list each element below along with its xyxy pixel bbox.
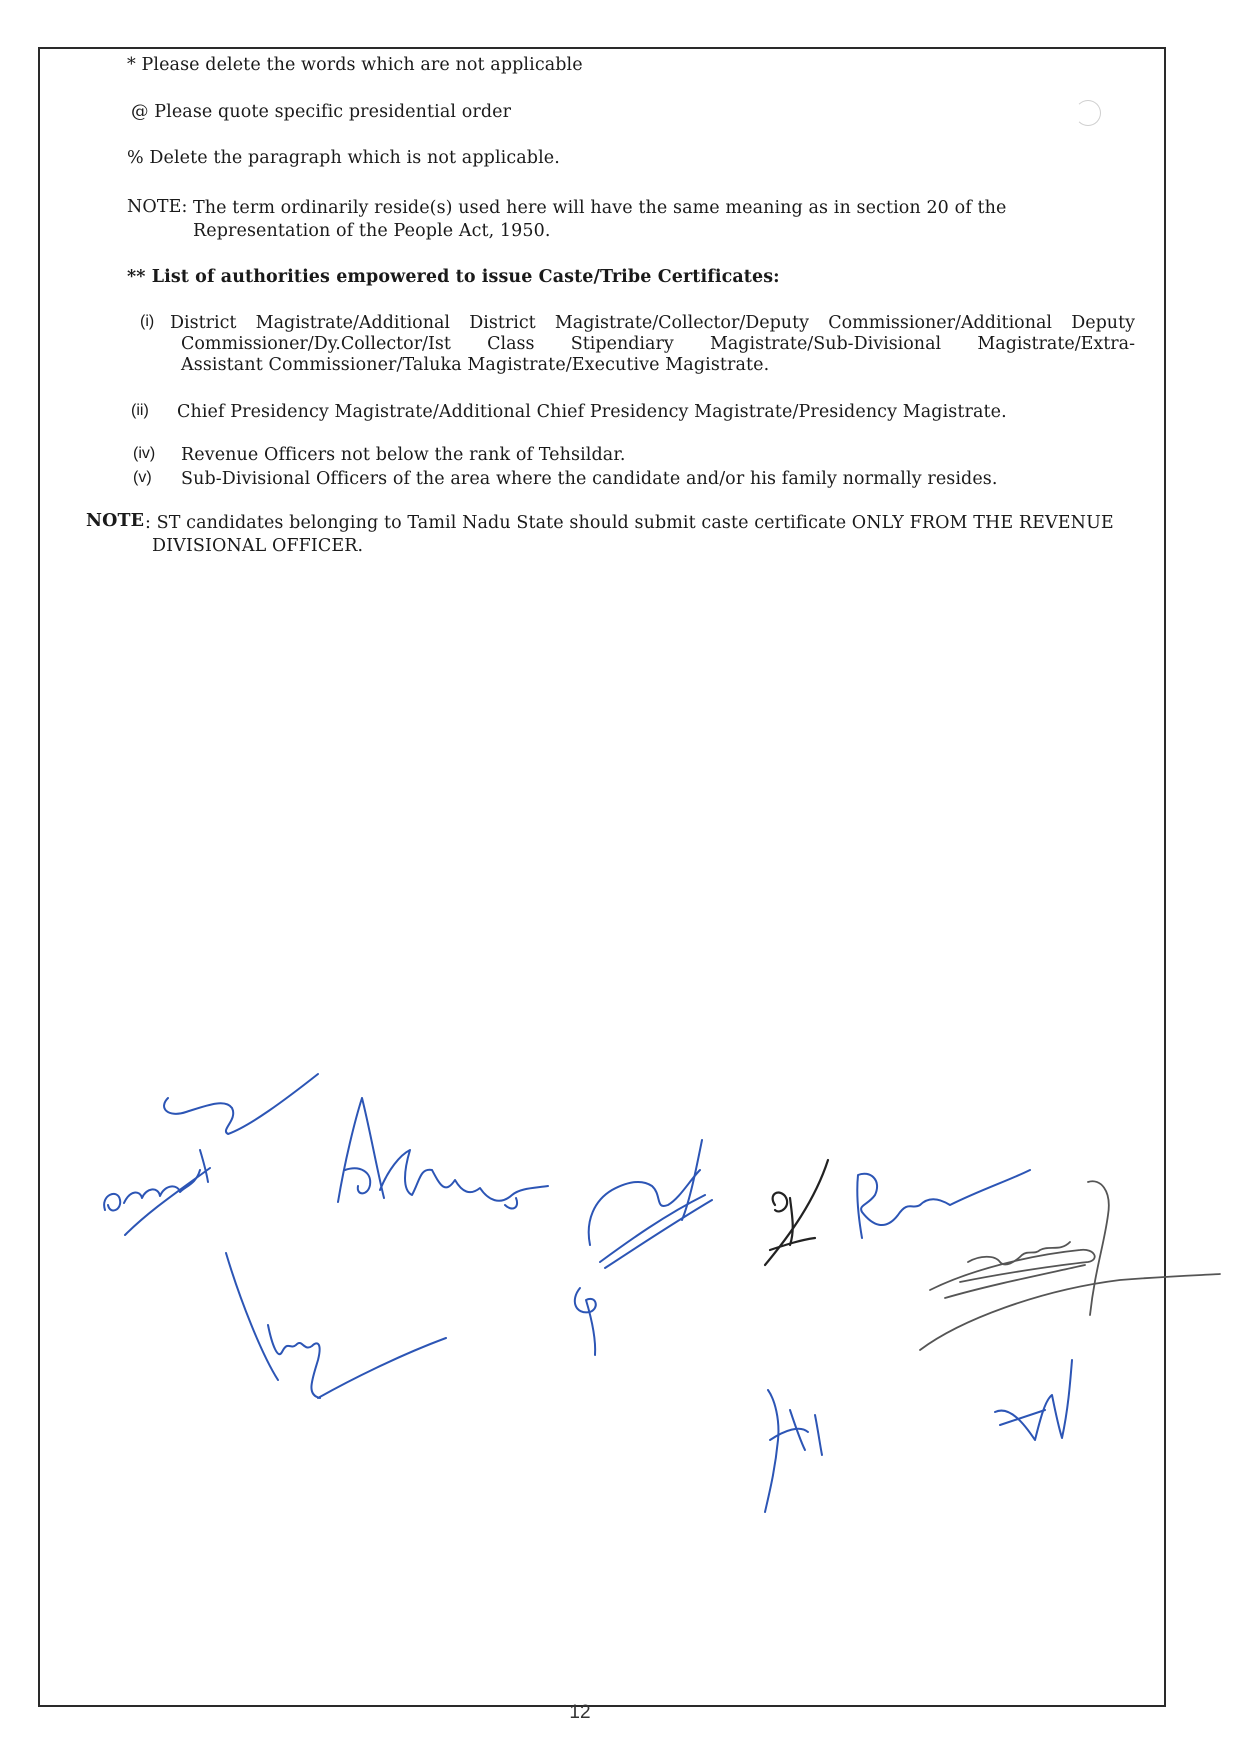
note-delete-paragraph: % Delete the paragraph which is not applicable.: [127, 148, 560, 168]
note-line-1: The term ordinarily reside(s) used here will have the same meaning as in section 20 of the: [193, 198, 1007, 218]
item-numeral-v: (v): [133, 469, 152, 486]
final-note-label: NOTE: [86, 511, 145, 531]
signature-8: [765, 1390, 822, 1512]
signature-4: [575, 1140, 712, 1355]
item-numeral-ii: (ii): [131, 402, 149, 419]
note-presidential-order: @ Please quote specific presidential order: [131, 102, 512, 122]
signature-6: [857, 1170, 1030, 1238]
signature-1: [104, 1074, 318, 1235]
item-i-line-3: Assistant Commissioner/Taluka Magistrate/Executive Magistrate.: [181, 355, 770, 375]
item-ii-text: Chief Presidency Magistrate/Additional Chief Presidency Magistrate/Presidency Magistrate.: [177, 402, 1007, 422]
signature-9: [995, 1360, 1072, 1440]
item-iv-text: Revenue Officers not below the rank of Tehsildar.: [181, 445, 626, 465]
item-numeral-iv: (iv): [133, 445, 156, 462]
signature-2: [338, 1098, 548, 1209]
item-v-text: Sub-Divisional Officers of the area where the candidate and/or his family normally resides.: [181, 469, 998, 489]
final-note-line-2: DIVISIONAL OFFICER.: [152, 536, 364, 556]
signature-5: [765, 1160, 828, 1265]
note-line-2: Representation of the People Act, 1950.: [193, 221, 551, 241]
final-note-line-1: : ST candidates belonging to Tamil Nadu State should submit caste certificate ONLY FROM THE REVENUE: [145, 513, 1114, 533]
signature-7: [920, 1181, 1220, 1350]
signature-3: [226, 1253, 446, 1398]
page-number: 12: [569, 1702, 591, 1723]
note-label: NOTE:: [127, 197, 188, 217]
item-numeral-i: (i): [140, 313, 155, 330]
item-i-line-1: District Magistrate/Additional District Magistrate/Collector/Deputy Commissioner/Additional Deputy: [170, 313, 1135, 333]
authorities-heading: ** List of authorities empowered to issue Caste/Tribe Certificates:: [127, 267, 780, 287]
item-i-line-2: Commissioner/Dy.Collector/Ist Class Stipendiary Magistrate/Sub-Divisional Magistrate/Extra-: [181, 334, 1135, 354]
note-delete-words: * Please delete the words which are not applicable: [127, 55, 583, 75]
